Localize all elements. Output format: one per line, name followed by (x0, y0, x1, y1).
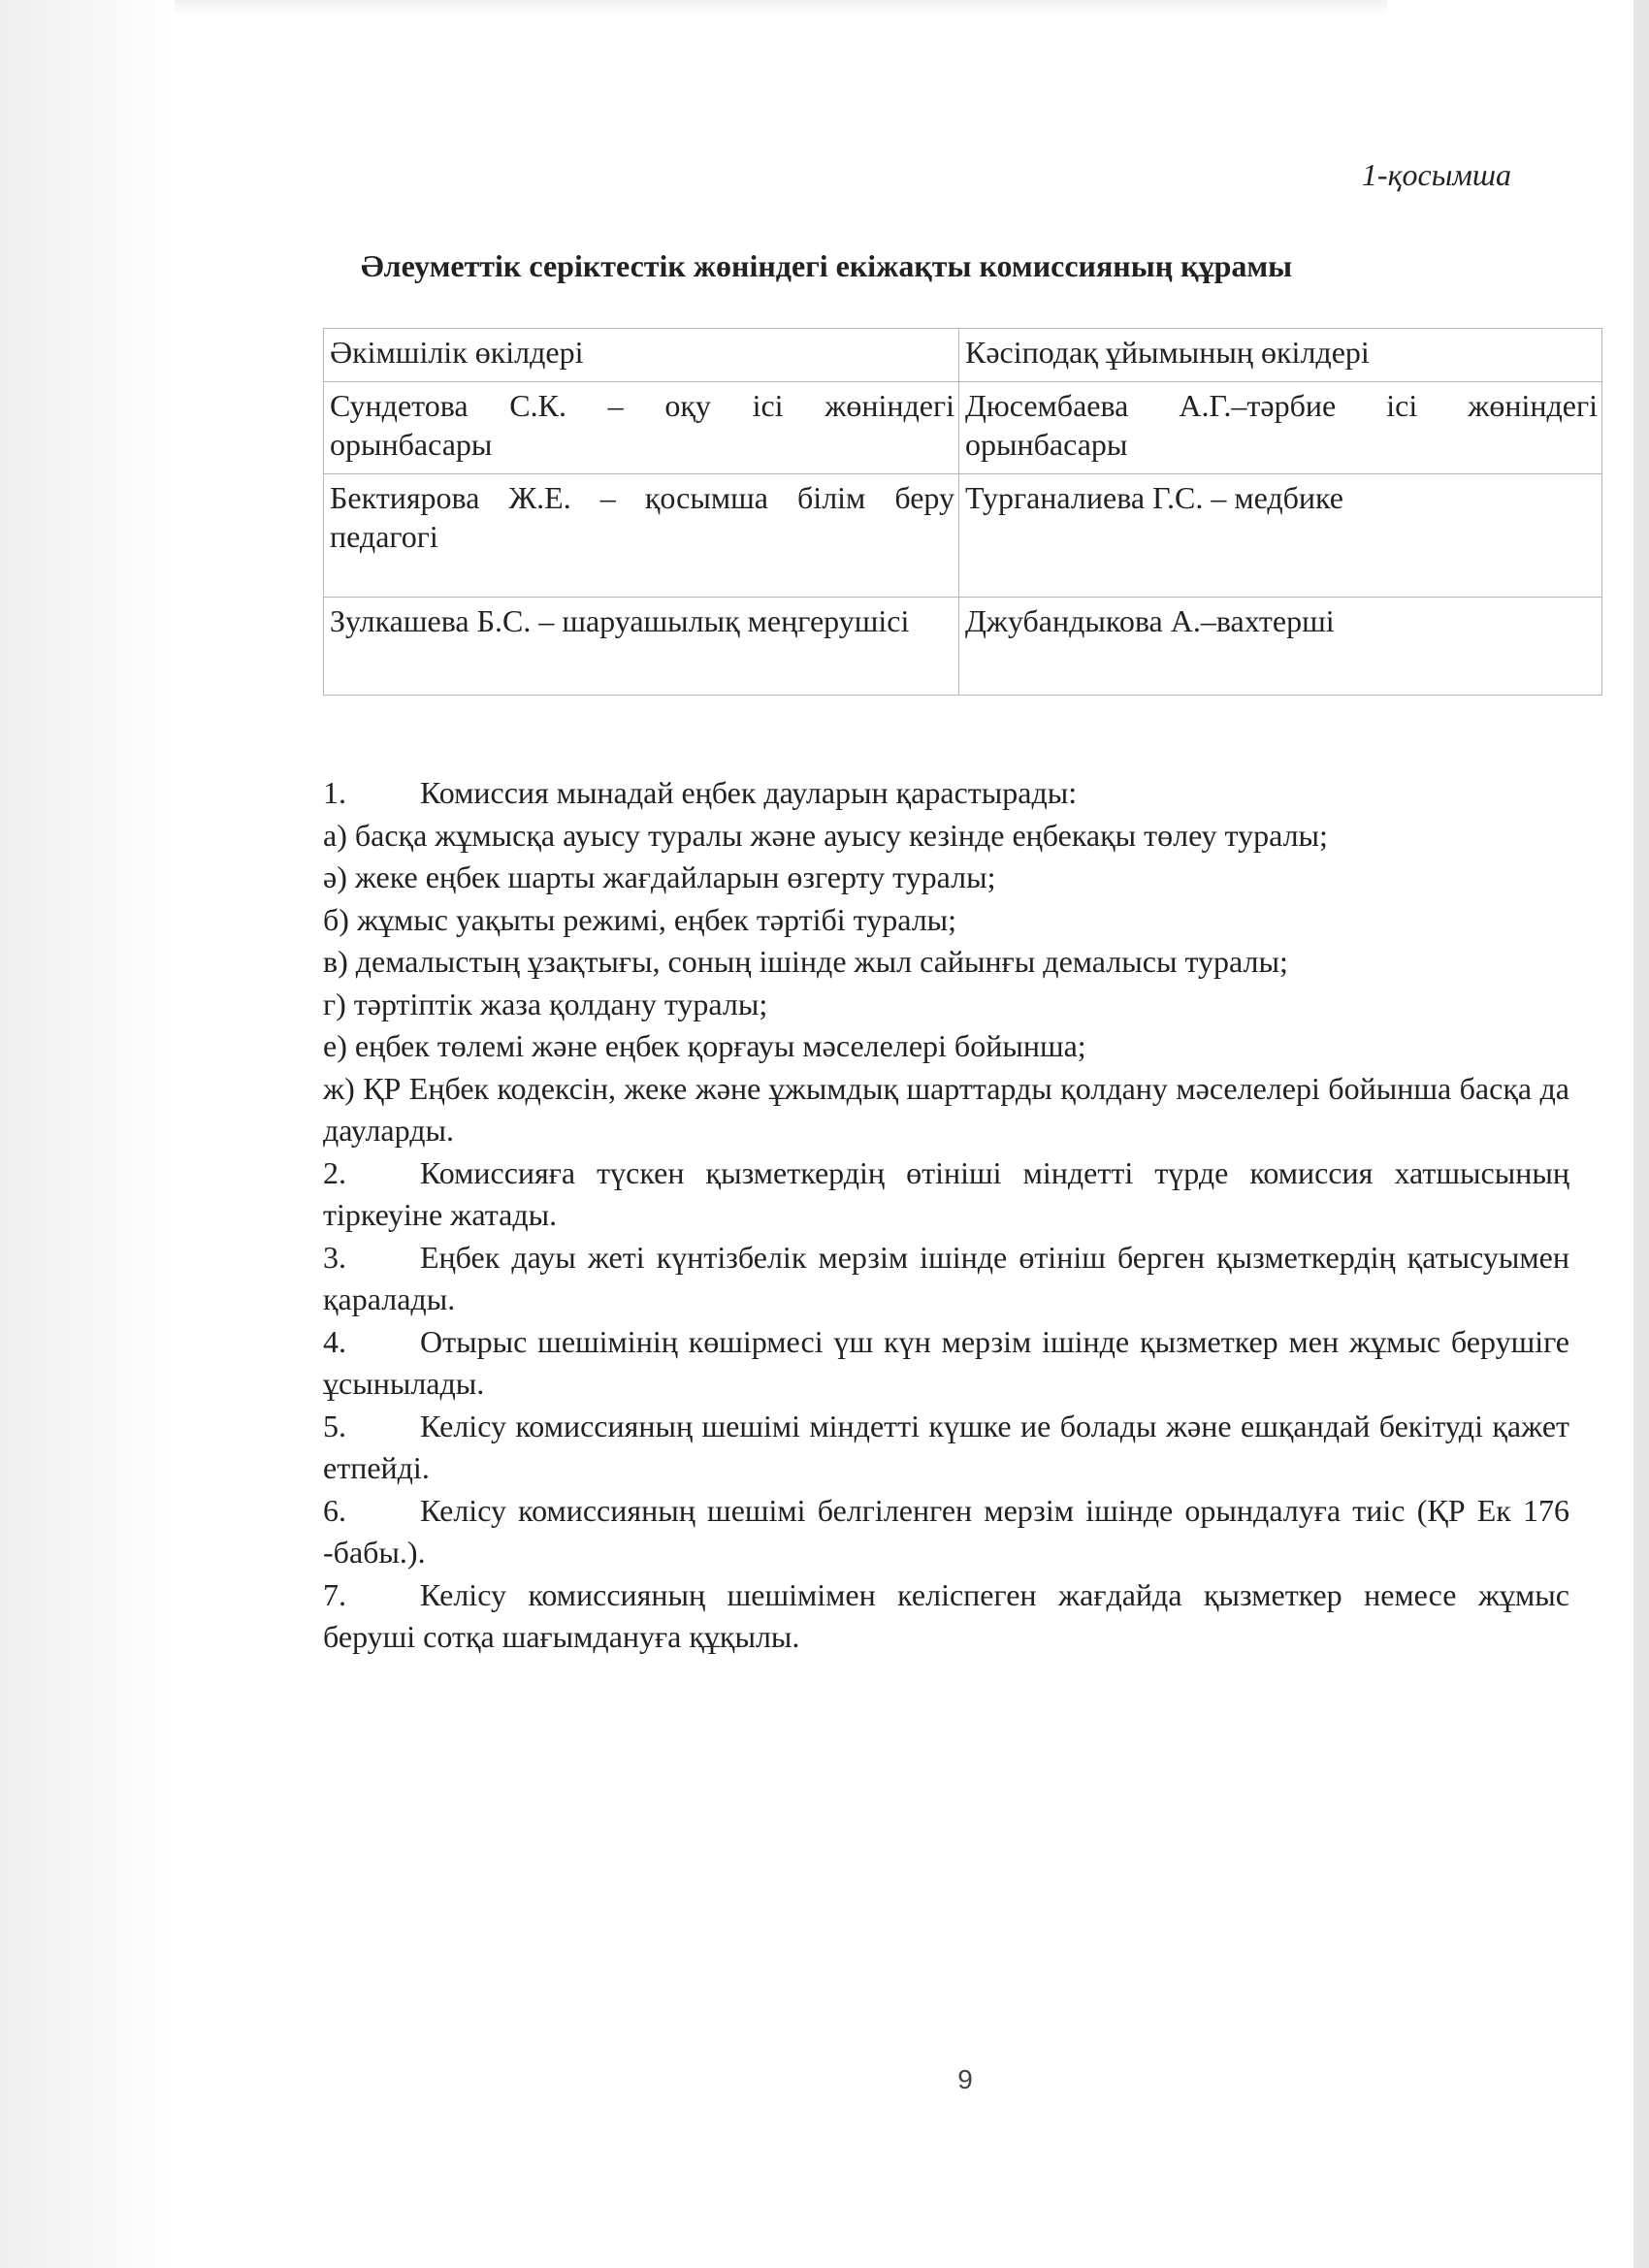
item-text: г) тәртіптік жаза қолдану туралы; (323, 986, 768, 1021)
commission-table (323, 328, 1602, 696)
item-text: е) еңбек төлемі және еңбек қорғауы мәселелері бойынша; (323, 1028, 1086, 1063)
item-text: ж) ҚР Еңбек кодексін, жеке және ұжымдық шарттарды қолдану мәселелері бойынша басқа да дауларды. (323, 1070, 1569, 1148)
list-item (323, 1068, 1569, 1152)
table-row (324, 598, 1602, 696)
list-item (323, 1025, 1569, 1068)
item-number: 6. (323, 1492, 346, 1528)
list-item (323, 899, 1569, 942)
table-cell: Сундетова С.К. – оқу ісі жөніндегі орынбасары (324, 382, 959, 474)
table-cell: Бектиярова Ж.Е. – қосымша білім беру педагогі (324, 474, 959, 598)
item-text: а) басқа жұмысқа ауысу туралы және ауысу кезінде еңбекақы төлеу туралы; (323, 817, 1328, 853)
page-top-edge (175, 0, 1387, 14)
item-text: ә) жеке еңбек шарты жағдайларын өзгерту туралы; (323, 859, 996, 894)
list-item (323, 941, 1569, 984)
table-cell: Дюсембаева А.Г.–тәрбие ісі жөніндегі орынбасары (959, 382, 1602, 474)
table-cell: Зулкашева Б.С. – шаруашылық меңгерушісі (324, 598, 959, 696)
item-number: 2. (323, 1154, 346, 1190)
document-title: Әлеуметтік серіктестік жөніндегі екіжақты комиссияның құрамы (361, 248, 1293, 283)
list-item (323, 1490, 1569, 1574)
item-number: 4. (323, 1323, 346, 1359)
item-number: 7. (323, 1576, 346, 1612)
item-text: Келісу комиссияның шешімімен келіспеген жағдайда қызметкер немесе жұмыс беруші сотқа шағымдануға құқылы. (323, 1576, 1569, 1654)
item-text: Келісу комиссияның шешімі белгіленген мерзім ішінде орындалуға тиіс (ҚР Ек 176 -бабы.). (323, 1492, 1569, 1570)
list-item (323, 1321, 1569, 1406)
page-number: 9 (957, 2064, 973, 2094)
list-item (323, 1574, 1569, 1659)
list-item (323, 1237, 1569, 1321)
item-text: Келісу комиссияның шешімі міндетті күшке ие болады және ешқандай бекітуді қажет етпейді. (323, 1408, 1569, 1485)
table-row (324, 382, 1602, 474)
list-item (323, 772, 1569, 815)
page-right-edge (1633, 0, 1649, 2268)
list-item (323, 857, 1569, 899)
item-number: 3. (323, 1239, 346, 1275)
page-left-shadow (0, 0, 175, 2268)
annex-label: 1-қосымша (1361, 157, 1511, 192)
item-number: 5. (323, 1408, 346, 1443)
item-text: б) жұмыс уақыты режимі, еңбек тәртібі туралы; (323, 901, 957, 937)
table-cell: Джубандыкова А.–вахтерші (959, 598, 1602, 696)
table-header-row (324, 329, 1602, 382)
item-text: Комиссияға түскен қызметкердің өтініші міндетті түрде комиссия хатшысының тіркеуіне жатады. (323, 1154, 1569, 1232)
item-text: в) демалыстың ұзақтығы, соның ішінде жыл сайынғы демалысы туралы; (323, 944, 1288, 979)
item-text: Отырыс шешімінің көшірмесі үш күн мерзім ішінде қызметкер мен жұмыс берушіге ұсынылады. (323, 1323, 1569, 1401)
regulation-text (323, 772, 1569, 1659)
table-row (324, 474, 1602, 598)
item-text: Комиссия мынадай еңбек дауларын қарастырады: (420, 775, 1078, 810)
table-cell: Турганалиева Г.С. – медбике (959, 474, 1602, 598)
item-text: Еңбек дауы жеті күнтізбелік мерзім ішінде өтініш берген қызметкердің қатысуымен қаралады. (323, 1239, 1569, 1316)
list-item (323, 1406, 1569, 1490)
header-cell-administration: Әкімшілік өкілдері (324, 329, 959, 382)
item-number: 1. (323, 775, 346, 810)
list-item (323, 815, 1569, 858)
header-cell-trade-union: Кәсіподақ ұйымының өкілдері (959, 329, 1602, 382)
list-item (323, 1152, 1569, 1237)
list-item (323, 984, 1569, 1026)
